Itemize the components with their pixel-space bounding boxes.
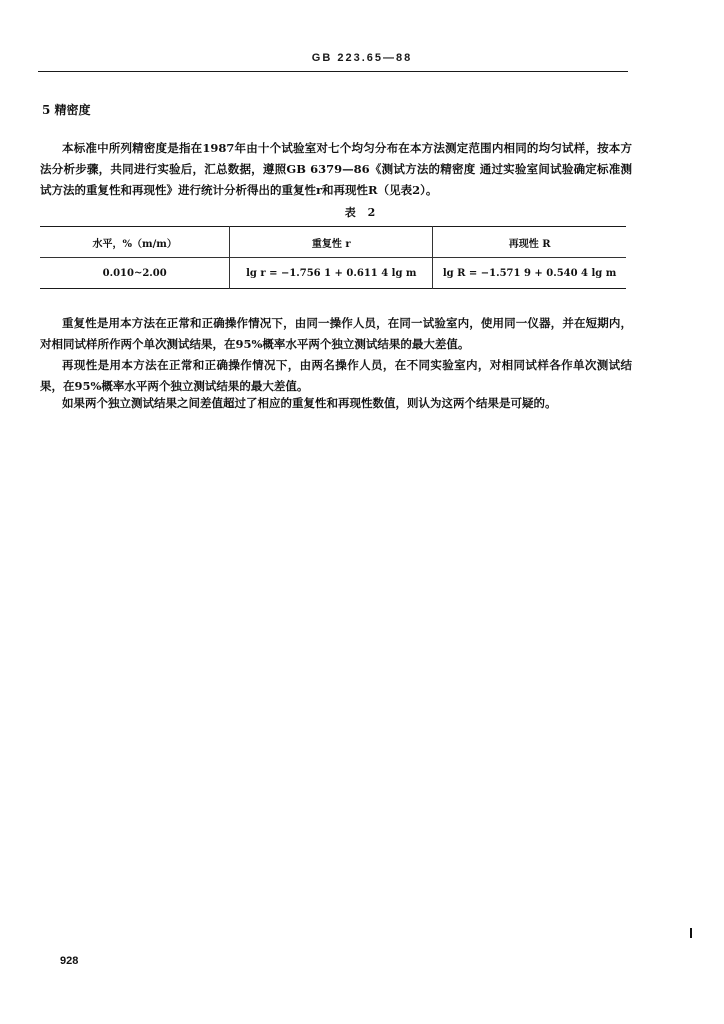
reproducibility-paragraph: 再现性是用本方法在正常和正确操作情况下，由两名操作人员，在不同实验室内，对相同试样各作单次测试结果，在95%概率水平两个独立测试结果的最大差值。 (40, 357, 632, 393)
intro-paragraph: 本标准中所列精密度是指在1987年由十个试验室对七个均匀分布在本方法测定范围内相同的均匀试样，按本方法分析步骤，共同进行实验后，汇总数据，遵照GB 6379—86《测试方法的精密度 通过实验室间试验确定标准测试方法的重复性和再现性》进行统计分析得出的重复性r和再现性R（见表2）。 (40, 140, 632, 197)
standard-code-header: GB 223.65—88 (311, 52, 413, 64)
header-repeatability: 重复性 r (230, 227, 433, 258)
page-number: 928 (60, 955, 79, 967)
repeatability-paragraph: 重复性是用本方法在正常和正确操作情况下，由同一操作人员，在同一试验室内，使用同一仪器，并在短期内，对相同试样所作两个单次测试结果，在95%概率水平两个独立测试结果的最大差值。 (40, 315, 632, 351)
section-heading: 5 精密度 (42, 103, 91, 117)
cell-repeatability: lg r = −1.756 1 + 0.611 4 lg m (230, 258, 433, 289)
precision-table (40, 226, 626, 289)
table-caption: 表 2 (344, 206, 380, 219)
cell-reproducibility: lg R = −1.571 9 + 0.540 4 lg m (433, 258, 626, 289)
header-reproducibility: 再现性 R (433, 227, 626, 258)
table-header-row (40, 227, 626, 258)
cell-level: 0.010~2.00 (102, 267, 167, 279)
margin-mark (690, 928, 692, 938)
table-row (40, 258, 626, 289)
header-rule (38, 71, 628, 72)
header-level: 水平，%（m/m） (92, 238, 177, 250)
conclusion-paragraph: 如果两个独立测试结果之间差值超过了相应的重复性和再现性数值，则认为这两个结果是可疑的。 (62, 395, 557, 410)
